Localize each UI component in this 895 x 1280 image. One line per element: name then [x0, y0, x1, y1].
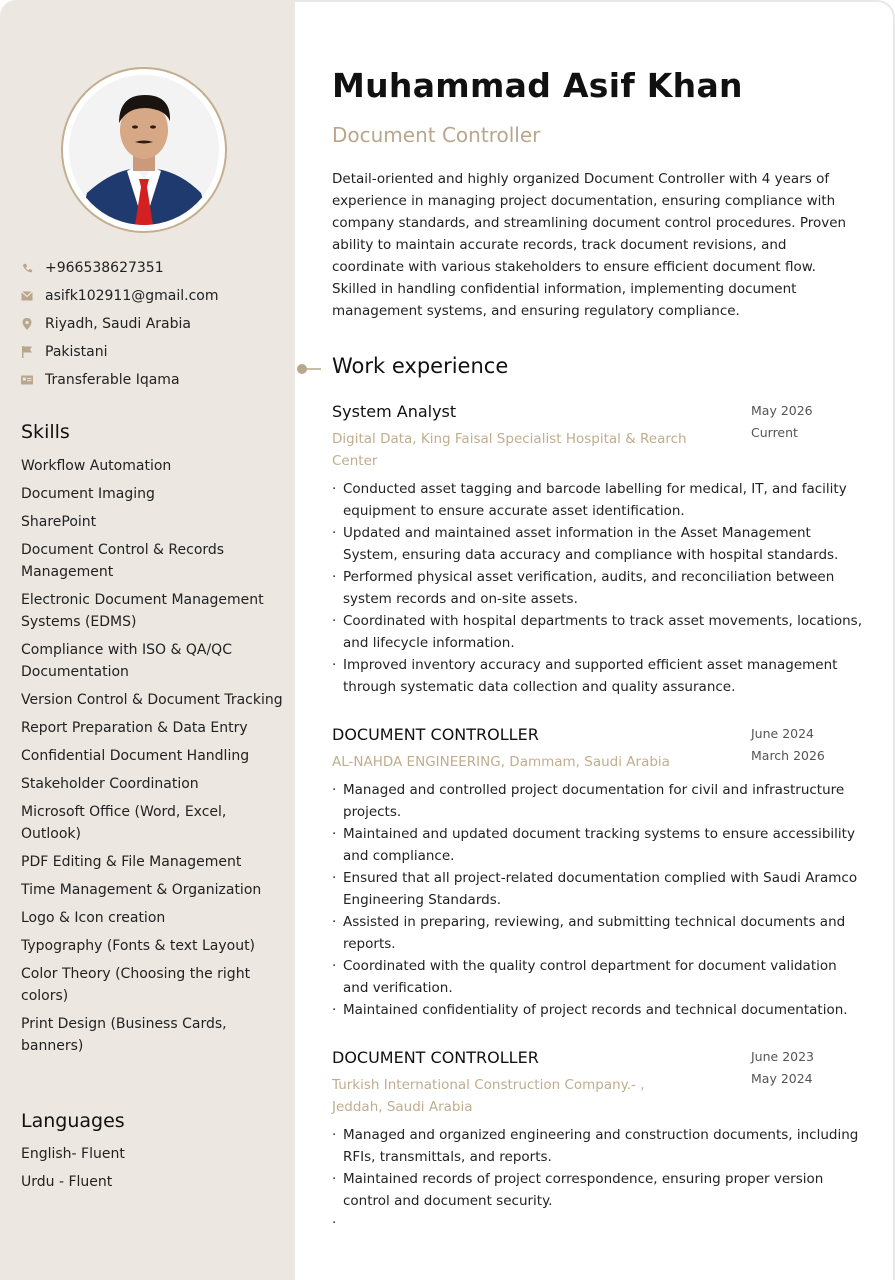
job-entry: [332, 400, 862, 698]
phone-icon: [21, 262, 33, 274]
job-bullet: · Maintained confidentiality of project records and technical documentation.: [332, 999, 862, 1021]
job-entry: [332, 1046, 862, 1234]
job-bullets: [332, 1124, 862, 1234]
language-item: English- Fluent: [21, 1146, 125, 1162]
languages-list: [21, 1143, 125, 1199]
job-company: Turkish International Construction Company.- , Jeddah, Saudi Arabia: [332, 1077, 645, 1115]
skill-item: Print Design (Business Cards, banners): [21, 1016, 227, 1054]
job-bullet: · Updated and maintained asset information in the Asset Management System, ensuring data accuracy and compliance with hospital standards.: [332, 522, 862, 566]
job-bullets: [332, 478, 862, 698]
skill-item: Electronic Document Management Systems (EDMS): [21, 592, 264, 630]
job-company: Digital Data, King Faisal Specialist Hospital & Rearch Center: [332, 431, 687, 469]
iqama-text: Transferable Iqama: [45, 372, 180, 388]
skill-item: Compliance with ISO & QA/QC Documentation: [21, 642, 232, 680]
job-date-start: June 2023: [751, 1049, 815, 1064]
job-dates: [751, 400, 813, 444]
profile-summary: Detail-oriented and highly organized Document Controller with 4 years of experience in managing project documentation, ensuring compliance with company standards, and streamlining document control procedures. Proven ability to maintain accurate records, track document revisions, and coordinate with various stakeholders to ensure efficient document flow. Skilled in handling confidential information, implementing document management systems, and ensuring regulatory compliance.: [332, 171, 847, 319]
skill-item: SharePoint: [21, 514, 97, 530]
job-entry: [332, 723, 862, 1021]
skill-item: Stakeholder Coordination: [21, 776, 199, 792]
skill-item: Report Preparation & Data Entry: [21, 720, 248, 736]
job-title: DOCUMENT CONTROLLER: [332, 725, 539, 744]
job-bullet: · Coordinated with hospital departments to track asset movements, locations, and lifecycle information.: [332, 610, 862, 654]
job-date-start: May 2026: [751, 403, 813, 418]
contact-nationality: [21, 338, 291, 366]
email-icon: [21, 290, 33, 302]
language-item: Urdu - Fluent: [21, 1174, 113, 1190]
job-role: Document Controller: [332, 123, 541, 147]
skill-item: Time Management & Organization: [21, 882, 262, 898]
skills-list: [21, 455, 283, 1063]
skill-item: Document Control & Records Management: [21, 542, 225, 580]
contact-phone[interactable]: [21, 254, 291, 282]
skill-item: Microsoft Office (Word, Excel, Outlook): [21, 804, 227, 842]
job-bullet: · Ensured that all project-related documentation complied with Saudi Aramco Engineering Standards.: [332, 867, 862, 911]
job-date-end: Current: [751, 425, 798, 440]
job-bullet: · Performed physical asset verification, audits, and reconciliation between system records and on-site assets.: [332, 566, 862, 610]
job-bullet: · Managed and controlled project documentation for civil and infrastructure projects.: [332, 779, 862, 823]
job-bullet: · Maintained and updated document tracking systems to ensure accessibility and compliance.: [332, 823, 862, 867]
languages-heading: Languages: [21, 1110, 125, 1132]
avatar: [69, 75, 219, 225]
phone-text: +966538627351: [45, 260, 164, 276]
skill-item: Version Control & Document Tracking: [21, 692, 283, 708]
job-company: AL-NAHDA ENGINEERING, Dammam, Saudi Arabia: [332, 754, 670, 770]
skill-item: Typography (Fonts & text Layout): [21, 938, 256, 954]
profile-photo: [61, 67, 227, 233]
job-bullet: · Conducted asset tagging and barcode labelling for medical, IT, and facility equipment to ensure accurate asset identification.: [332, 478, 862, 522]
skills-heading: Skills: [21, 421, 70, 443]
job-title: System Analyst: [332, 402, 457, 421]
id-card-icon: [21, 374, 33, 386]
job-bullet: · Coordinated with the quality control department for document validation and verification.: [332, 955, 862, 999]
skill-item: Confidential Document Handling: [21, 748, 250, 764]
location-text: Riyadh, Saudi Arabia: [45, 316, 191, 332]
job-date-end: May 2024: [751, 1071, 813, 1086]
job-bullet: · Managed and organized engineering and construction documents, including RFIs, transmittals, and reports.: [332, 1124, 862, 1168]
nationality-text: Pakistani: [45, 344, 108, 360]
job-date-end: March 2026: [751, 748, 825, 763]
email-text: asifk102911@gmail.com: [45, 288, 219, 304]
job-bullet: · Assisted in preparing, reviewing, and submitting technical documents and reports.: [332, 911, 862, 955]
flag-icon: [21, 346, 33, 358]
skill-item: Logo & Icon creation: [21, 910, 166, 926]
contact-location: [21, 310, 291, 338]
job-dates: [751, 1046, 814, 1090]
skill-item: PDF Editing & File Management: [21, 854, 242, 870]
job-bullets: [332, 779, 862, 1021]
sidebar: [0, 0, 295, 1280]
section-marker-icon: [295, 364, 321, 374]
job-bullet: · Maintained records of project correspondence, ensuring proper version control and document security.: [332, 1168, 862, 1212]
job-bullet: · Improved inventory accuracy and supported efficient asset management through systematic data collection and quality assurance.: [332, 654, 862, 698]
skill-item: Document Imaging: [21, 486, 155, 502]
person-portrait-icon: [69, 75, 219, 225]
work-experience-heading: Work experience: [332, 354, 509, 378]
job-bullet: [332, 1212, 862, 1234]
contact-info: [21, 254, 291, 394]
person-name: Muhammad Asif Khan: [332, 66, 743, 105]
main-content: [295, 0, 895, 1280]
location-pin-icon: [21, 318, 33, 330]
job-title: DOCUMENT CONTROLLER: [332, 1048, 539, 1067]
job-dates: [751, 723, 825, 767]
skill-item: Workflow Automation: [21, 458, 172, 474]
contact-iqama: [21, 366, 291, 394]
job-date-start: June 2024: [751, 726, 815, 741]
skill-item: Color Theory (Choosing the right colors): [21, 966, 251, 1004]
contact-email[interactable]: [21, 282, 291, 310]
